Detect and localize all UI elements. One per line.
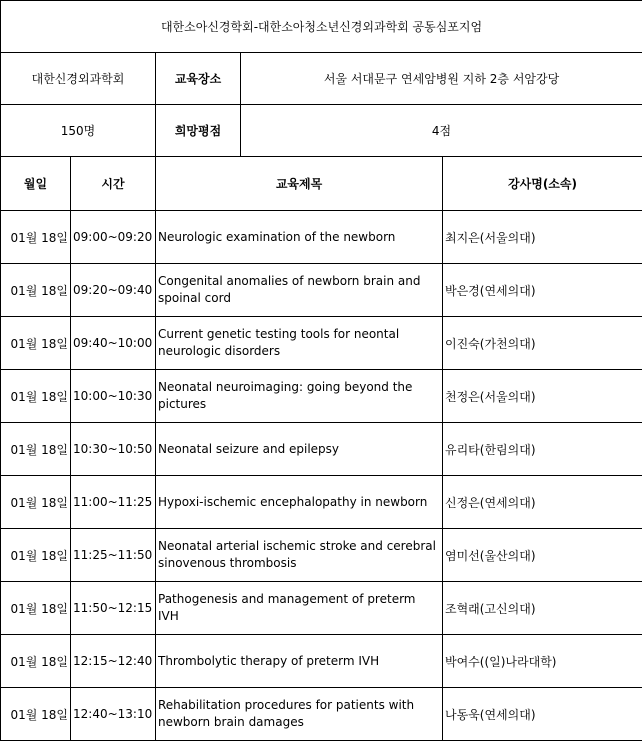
session-topic: Thrombolytic therapy of preterm IVH xyxy=(156,635,443,688)
session-time: 12:15~12:40 xyxy=(71,635,156,688)
session-speaker: 나동욱(연세의대) xyxy=(443,688,642,741)
table-row xyxy=(1,582,642,635)
table-row xyxy=(1,635,642,688)
session-date: 01월 18일 xyxy=(1,635,71,688)
session-time: 10:00~10:30 xyxy=(71,370,156,423)
location-label: 교육장소 xyxy=(156,53,241,105)
session-time: 09:00~09:20 xyxy=(71,211,156,264)
session-speaker: 박은경(연세의대) xyxy=(443,264,642,317)
session-time: 10:30~10:50 xyxy=(71,423,156,476)
session-topic: Hypoxi-ischemic encephalopathy in newborn xyxy=(156,476,443,529)
header-time: 시간 xyxy=(71,157,156,211)
session-topic: Congenital anomalies of newborn brain and spoinal cord xyxy=(156,264,443,317)
session-topic: Neurologic examination of the newborn xyxy=(156,211,443,264)
session-speaker: 최지은(서울의대) xyxy=(443,211,642,264)
session-speaker: 염미선(울산의대) xyxy=(443,529,642,582)
session-time: 11:25~11:50 xyxy=(71,529,156,582)
session-time: 09:20~09:40 xyxy=(71,264,156,317)
table-row xyxy=(1,264,642,317)
session-time: 11:00~11:25 xyxy=(71,476,156,529)
table-row xyxy=(1,476,642,529)
header-date: 월일 xyxy=(1,157,71,211)
session-date: 01월 18일 xyxy=(1,264,71,317)
session-topic: Neonatal neuroimaging: going beyond the pictures xyxy=(156,370,443,423)
session-speaker: 박여수((일)나라대학) xyxy=(443,635,642,688)
session-time: 12:40~13:10 xyxy=(71,688,156,741)
header-speaker: 강사명(소속) xyxy=(443,157,642,211)
session-topic: Current genetic testing tools for neontal neurologic disorders xyxy=(156,317,443,370)
table-row xyxy=(1,370,642,423)
session-date: 01월 18일 xyxy=(1,582,71,635)
capacity: 150명 xyxy=(1,105,156,157)
table-row xyxy=(1,317,642,370)
session-speaker: 신정은(연세의대) xyxy=(443,476,642,529)
session-topic: Neonatal seizure and epilepsy xyxy=(156,423,443,476)
table-row xyxy=(1,423,642,476)
session-speaker: 천정은(서울의대) xyxy=(443,370,642,423)
points-label: 희망평점 xyxy=(156,105,241,157)
organizer: 대한신경외과학회 xyxy=(1,53,156,105)
session-date: 01월 18일 xyxy=(1,370,71,423)
session-date: 01월 18일 xyxy=(1,476,71,529)
table-row xyxy=(1,688,642,741)
session-date: 01월 18일 xyxy=(1,317,71,370)
page-title: 대한소아신경학회-대한소아청소년신경외과학회 공동심포지엄 xyxy=(1,1,642,53)
session-topic: Rehabilitation procedures for patients with newborn brain damages xyxy=(156,688,443,741)
session-date: 01월 18일 xyxy=(1,423,71,476)
points-value: 4점 xyxy=(241,105,642,157)
header-topic: 교육제목 xyxy=(156,157,443,211)
session-time: 09:40~10:00 xyxy=(71,317,156,370)
session-speaker: 이진숙(가천의대) xyxy=(443,317,642,370)
session-topic: Neonatal arterial ischemic stroke and cerebral sinovenous thrombosis xyxy=(156,529,443,582)
table-row xyxy=(1,529,642,582)
session-date: 01월 18일 xyxy=(1,529,71,582)
session-date: 01월 18일 xyxy=(1,688,71,741)
location-value: 서울 서대문구 연세암병원 지하 2층 서암강당 xyxy=(241,53,642,105)
session-time: 11:50~12:15 xyxy=(71,582,156,635)
session-speaker: 유리타(한림의대) xyxy=(443,423,642,476)
table-row xyxy=(1,211,642,264)
session-speaker: 조혁래(고신의대) xyxy=(443,582,642,635)
session-topic: Pathogenesis and management of preterm IVH xyxy=(156,582,443,635)
session-date: 01월 18일 xyxy=(1,211,71,264)
